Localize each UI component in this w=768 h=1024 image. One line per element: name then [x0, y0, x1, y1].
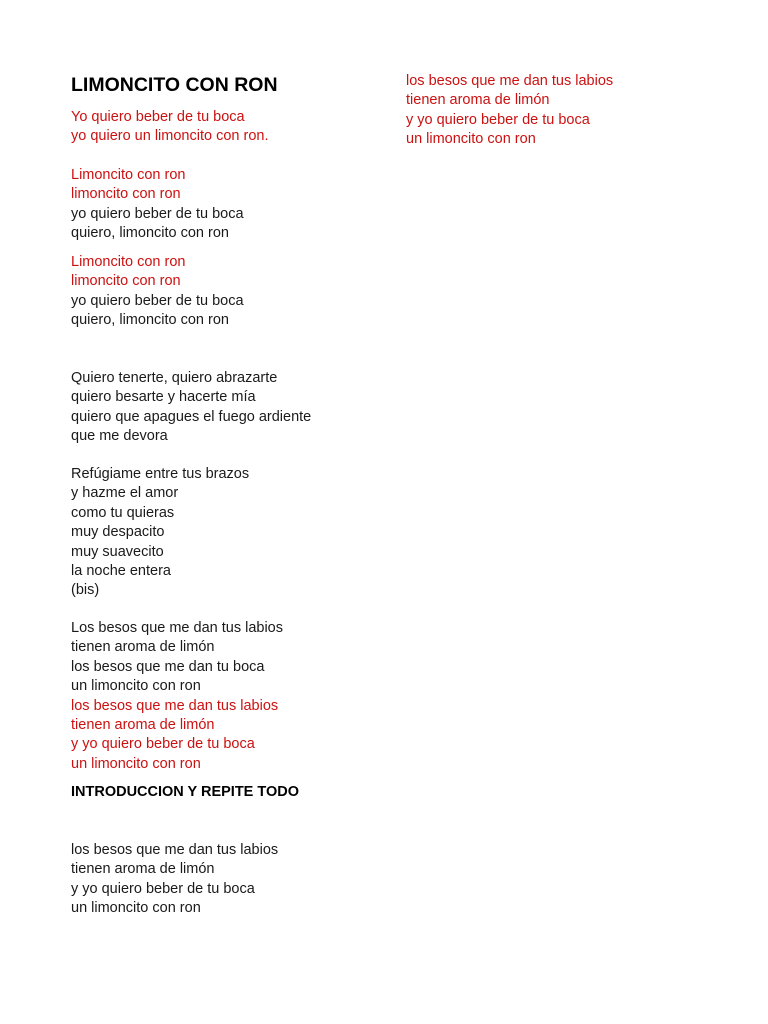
lyric-line: yo quiero beber de tu boca — [71, 205, 244, 222]
song-title: LIMONCITO CON RON — [71, 74, 278, 96]
lyric-line: tienen aroma de limón — [71, 639, 215, 656]
lyric-line: quiero que apagues el fuego ardiente — [71, 408, 312, 425]
stanza-verse-1 — [71, 369, 311, 447]
lyric-line: un limoncito con ron — [406, 131, 536, 148]
lyric-line: muy despacito — [71, 524, 165, 541]
lyric-line: Los besos que me dan tus labios — [71, 620, 283, 636]
lyric-line: limoncito con ron — [71, 186, 181, 203]
lyric-line: Limoncito con ron — [71, 167, 186, 183]
stanza-chorus-1 — [71, 166, 244, 244]
lyric-line: yo quiero un limoncito con ron. — [71, 128, 269, 145]
lyric-line: quiero, limoncito con ron — [71, 312, 229, 329]
repeat-instruction: INTRODUCCION Y REPITE TODO — [71, 784, 299, 800]
lyric-line: y yo quiero beber de tu boca — [406, 111, 590, 128]
lyric-line: los besos que me dan tus labios — [71, 842, 279, 858]
stanza-verse-3 — [71, 619, 283, 774]
lyric-line: limoncito con ron — [71, 273, 181, 290]
lyric-line: Limoncito con ron — [71, 254, 186, 270]
lyric-line: yo quiero beber de tu boca — [71, 292, 244, 309]
lyric-line: quiero, limoncito con ron — [71, 225, 229, 242]
lyric-line: y hazme el amor — [71, 485, 179, 502]
lyric-line: la noche entera — [71, 562, 171, 579]
lyric-line: que me devora — [71, 428, 168, 445]
lyric-line: tienen aroma de limón — [71, 716, 215, 733]
lyric-line: Refúgiame entre tus brazos — [71, 466, 250, 482]
lyric-line: Yo quiero beber de tu boca — [71, 109, 245, 125]
stanza-intro — [71, 108, 268, 147]
stanza-chorus-2 — [71, 253, 244, 331]
lyric-line: los besos que me dan tu boca — [71, 658, 265, 675]
lyric-line: un limoncito con ron — [71, 755, 201, 772]
lyric-line: quiero besarte y hacerte mía — [71, 389, 256, 406]
lyric-line: muy suavecito — [71, 543, 164, 560]
lyric-line: un limoncito con ron — [71, 900, 201, 917]
lyric-line: y yo quiero beber de tu boca — [71, 736, 255, 753]
lyric-line: tienen aroma de limón — [406, 92, 550, 109]
lyric-line: los besos que me dan tus labios — [406, 73, 614, 89]
lyric-line: Quiero tenerte, quiero abrazarte — [71, 370, 278, 386]
lyric-line: como tu quieras — [71, 504, 175, 521]
stanza-right — [406, 72, 613, 150]
lyric-line: tienen aroma de limón — [71, 861, 215, 878]
lyric-line: un limoncito con ron — [71, 678, 201, 695]
lyric-line: y yo quiero beber de tu boca — [71, 880, 255, 897]
lyric-line: los besos que me dan tus labios — [71, 697, 279, 714]
stanza-verse-2 — [71, 465, 249, 601]
section-heading — [71, 783, 299, 802]
stanza-outro — [71, 841, 278, 919]
lyric-line: (bis) — [71, 582, 100, 599]
